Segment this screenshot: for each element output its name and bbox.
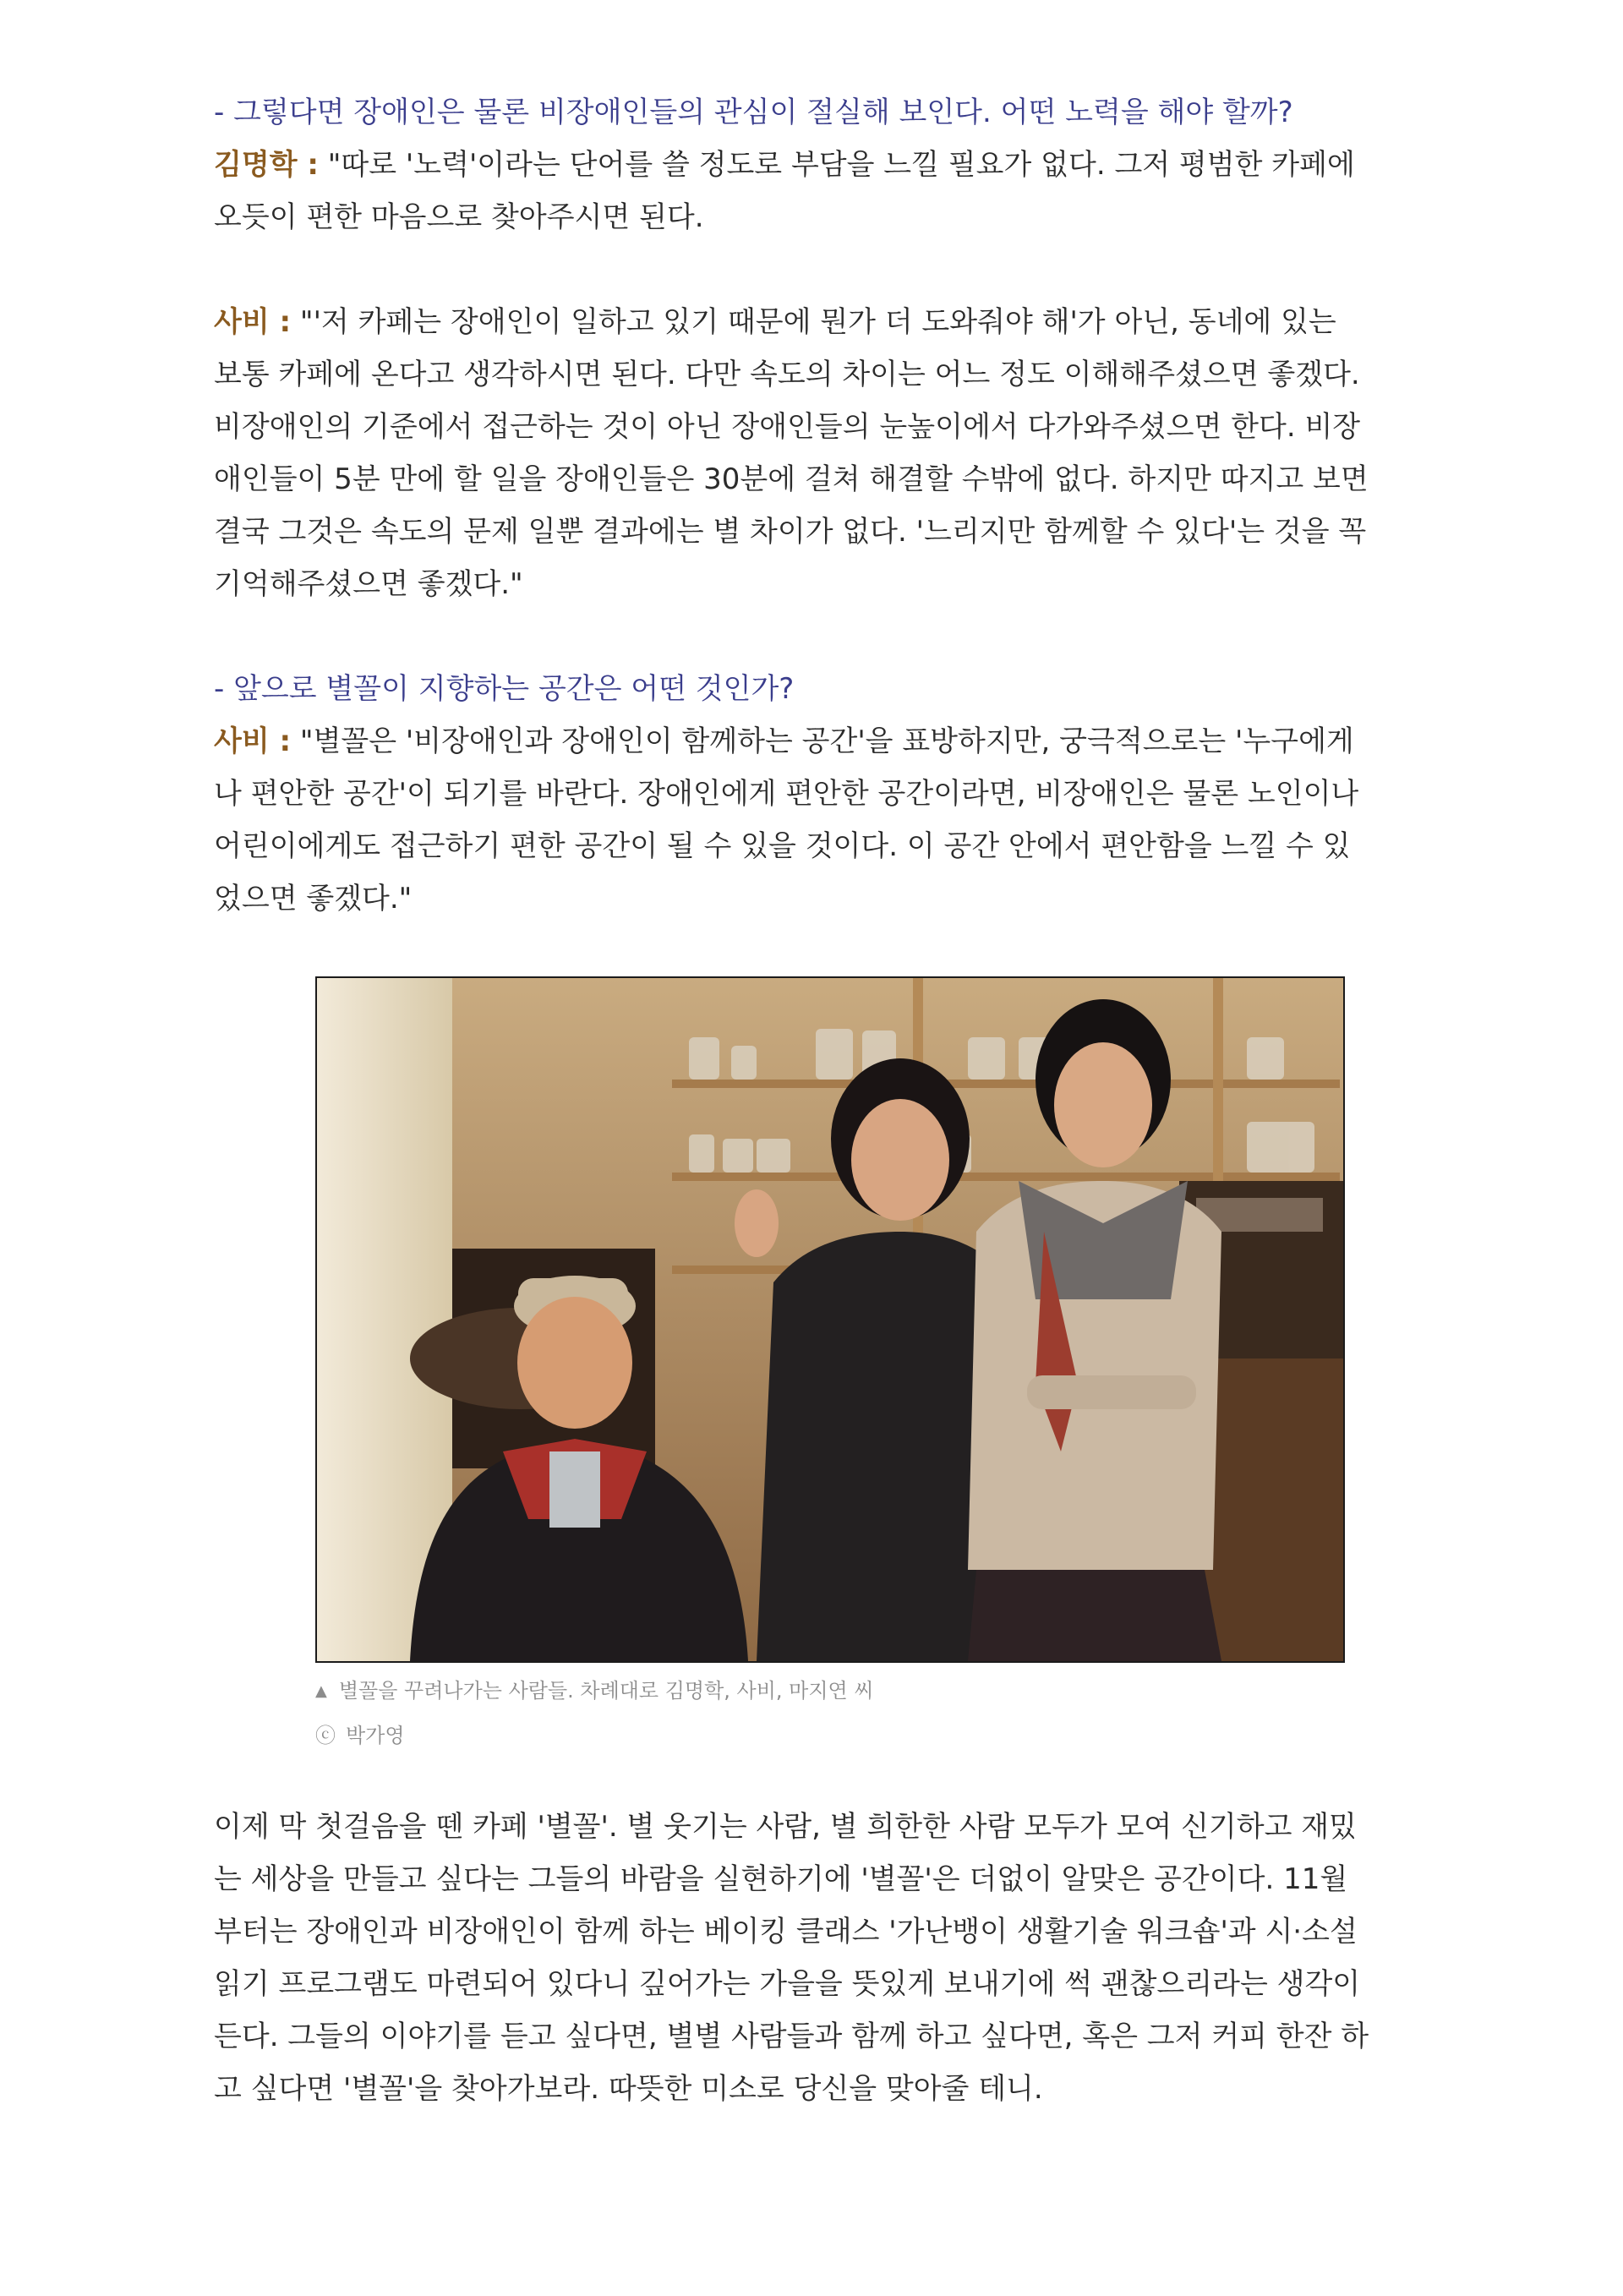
photo-credit xyxy=(315,1721,405,1750)
paragraph-line: 부터는 장애인과 비장애인이 함께 하는 베이킹 클래스 '가난뱅이 생활기술 워크숍'과 시·소설 xyxy=(214,1915,1358,1949)
interview-body xyxy=(214,86,1456,925)
answer-text: 기억해주셨으면 좋겠다." xyxy=(214,567,523,601)
speaker-label: 사비 : xyxy=(214,724,292,758)
paragraph-line: 읽기 프로그램도 마련되어 있다니 깊어가는 가을을 뜻있게 보내기에 썩 괜찮으리라는 생각이 xyxy=(214,1967,1361,2001)
interview-answer-1 xyxy=(214,139,1456,191)
interview-question-2: - 앞으로 별꼴이 지향하는 공간은 어떤 것인가? xyxy=(214,672,795,706)
answer-text: 었으면 좋겠다." xyxy=(214,882,413,916)
answer-text: 오듯이 편한 마음으로 찾아주시면 된다. xyxy=(214,200,704,234)
answer-text: 보통 카페에 온다고 생각하시면 된다. 다만 속도의 차이는 어느 정도 이해해주셨으면 좋겠다. xyxy=(214,358,1360,391)
interview-answer-3 xyxy=(214,715,1456,768)
interview-answer-2 xyxy=(214,296,1456,348)
paragraph-line: 든다. 그들의 이야기를 듣고 싶다면, 별별 사람들과 함께 하고 싶다면, 혹은 그저 커피 한잔 하 xyxy=(214,2020,1369,2053)
copyright-icon: ⓒ xyxy=(315,1724,336,1747)
paragraph-line: 고 싶다면 '별꼴'을 찾아가보라. 따뜻한 미소로 당신을 맞아줄 테니. xyxy=(214,2072,1043,2106)
caption-text: 별꼴을 꾸려나가는 사람들. 차례대로 김명학, 사비, 마지연 씨 xyxy=(338,1679,874,1703)
speaker-label: 사비 : xyxy=(214,305,292,339)
paragraph-line: 이제 막 첫걸음을 뗀 카페 '별꼴'. 별 웃기는 사람, 별 희한한 사람 모두가 모여 신기하고 재밌 xyxy=(214,1810,1357,1844)
answer-text: "'저 카페는 장애인이 일하고 있기 때문에 뭔가 더 도와줘야 해'가 아닌, 동네에 있는 xyxy=(291,305,1336,339)
answer-text: 어린이에게도 접근하기 편한 공간이 될 수 있을 것이다. 이 공간 안에서 편안함을 느낄 수 있 xyxy=(214,829,1351,863)
closing-paragraph xyxy=(214,1801,1456,2115)
cafe-staff-photo xyxy=(315,976,1345,1663)
answer-text: "따로 '노력'이라는 단어를 쓸 정도로 부담을 느낄 필요가 없다. 그저 평범한 카페에 xyxy=(318,148,1355,182)
paragraph-line: 는 세상을 만들고 싶다는 그들의 바람을 실현하기에 '별꼴'은 더없이 알맞은 공간이다. 11월 xyxy=(214,1862,1348,1896)
spacer xyxy=(214,610,1456,663)
answer-text: "별꼴은 '비장애인과 장애인이 함께하는 공간'을 표방하지만, 궁극적으로는 '누구에게 xyxy=(291,724,1354,758)
interview-question-1: - 그렇다면 장애인은 물론 비장애인들의 관심이 절실해 보인다. 어떤 노력을 해야 할까? xyxy=(214,96,1293,129)
triangle-up-icon: ▲ xyxy=(315,1682,327,1700)
spacer xyxy=(214,243,1456,296)
speaker-label: 김명학 : xyxy=(214,148,319,182)
answer-text: 나 편안한 공간'이 되기를 바란다. 장애인에게 편안한 공간이라면, 비장애인은 물론 노인이나 xyxy=(214,777,1359,811)
answer-text: 비장애인의 기준에서 접근하는 것이 아닌 장애인들의 눈높이에서 다가와주셨으면 한다. 비장 xyxy=(214,410,1361,444)
answer-text: 애인들이 5분 만에 할 일을 장애인들은 30분에 걸쳐 해결할 수밖에 없다. 하지만 따지고 보면 xyxy=(214,462,1369,496)
credit-text: 박가영 xyxy=(346,1724,405,1747)
photo-caption xyxy=(315,1676,874,1706)
answer-text: 결국 그것은 속도의 문제 일뿐 결과에는 별 차이가 없다. '느리지만 함께할 수 있다'는 것을 꼭 xyxy=(214,515,1367,549)
